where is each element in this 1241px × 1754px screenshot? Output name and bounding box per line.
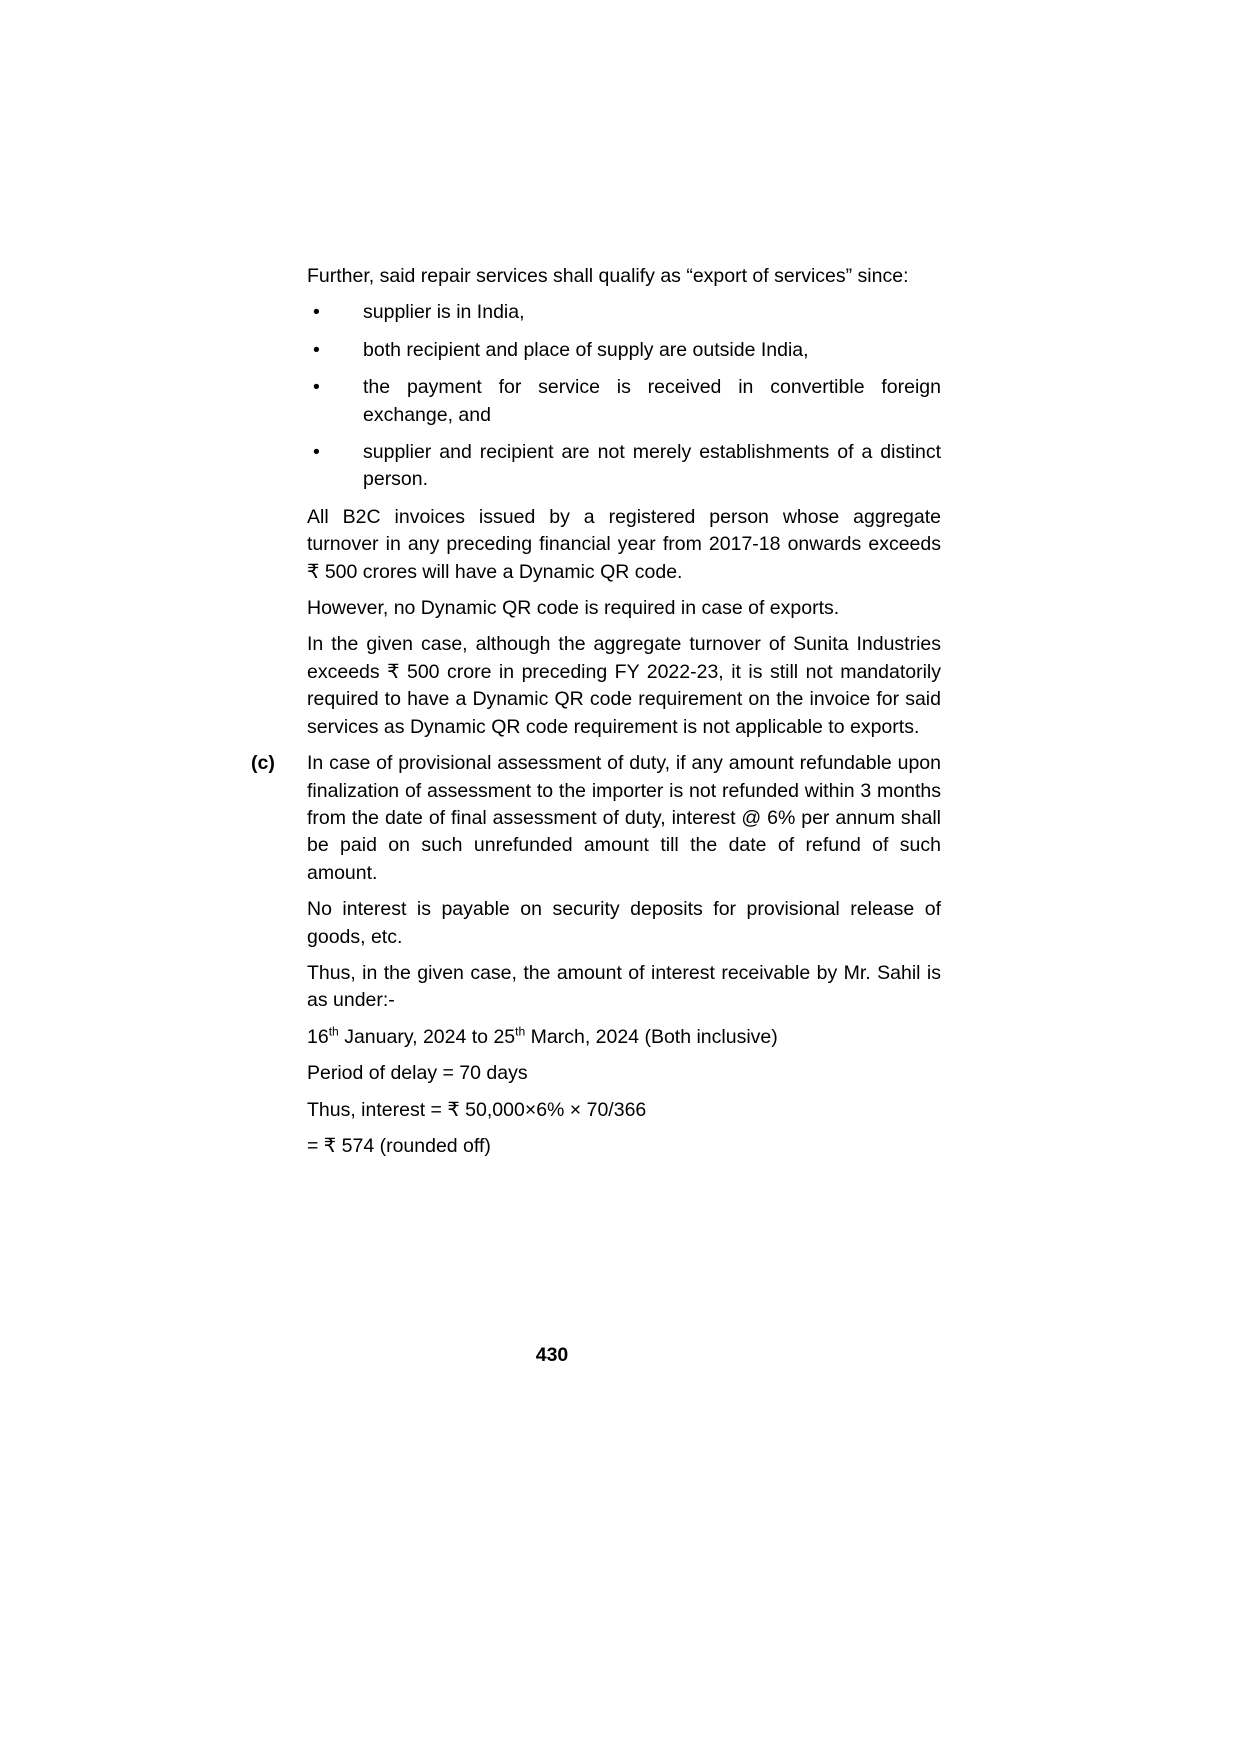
period-of-delay-line: Period of delay = 70 days (307, 1062, 528, 1085)
bullet-item (307, 337, 941, 364)
text-column (251, 263, 941, 1169)
bullet-text: both recipient and place of supply are outside India, (363, 338, 809, 361)
date-part: 16 (307, 1025, 329, 1048)
bullet-text: supplier is in India, (363, 301, 525, 324)
date-part: January, 2024 to 25 (338, 1025, 516, 1048)
bullet-item (307, 439, 941, 494)
paragraph-export-of-services: Further, said repair services shall qualify as “export of services” since: (307, 265, 909, 287)
page-number: 430 (535, 1344, 569, 1366)
bullet-item (307, 299, 941, 326)
paragraph-interest-receivable: Thus, in the given case, the amount of interest receivable by Mr. Sahil is as under:- (307, 961, 941, 1012)
bullet-marker: • (313, 338, 320, 361)
interest-formula-line: Thus, interest = ₹ 50,000×6% × 70/366 (307, 1098, 647, 1121)
bullet-marker: • (313, 376, 320, 399)
interest-result-line: = ₹ 574 (rounded off) (307, 1134, 491, 1157)
bullet-item (307, 374, 941, 429)
bullet-marker: • (313, 441, 320, 464)
bullet-marker: • (313, 301, 320, 324)
bullet-text: supplier and recipient are not merely establishments of a distinct person. (363, 441, 941, 491)
answer-item-c (251, 750, 941, 1160)
item-c-label: (c) (251, 752, 275, 775)
date-range-line (307, 1024, 941, 1051)
bullet-text: the payment for service is received in convertible foreign exchange, and (363, 376, 941, 426)
paragraph-no-interest-deposits: No interest is payable on security deposits for provisional release of goods, etc. (307, 898, 941, 948)
ordinal-suffix: th (515, 1024, 526, 1039)
paragraph-b2c-invoices: All B2C invoices issued by a registered person whose aggregate turnover in any preceding financial year from 2017-18 onwards exceeds ₹ 500 crores will have a Dynamic QR code. (307, 505, 941, 583)
paragraph-no-qr-exports: However, no Dynamic QR code is required in case of exports. (307, 597, 840, 620)
paragraph-provisional-assessment: In case of provisional assessment of duty, if any amount refundable upon finalization of assessment to the importer is not refunded within 3 months from the date of final assessment of duty, interest @ 6% per annum shall be paid on such unrefunded amount till the date of refund of such amount. (307, 752, 941, 884)
date-part: March, 2024 (Both inclusive) (525, 1025, 778, 1048)
bullet-list (307, 299, 941, 493)
ordinal-suffix: th (328, 1024, 339, 1039)
paragraph-given-case-qr: In the given case, although the aggregate turnover of Sunita Industries exceeds ₹ 500 crore in preceding FY 2022-23, it is still not mandatorily required to have a Dynamic QR code requirement on the invoice for said services as Dynamic QR code requirement is not applicable to exports. (307, 633, 941, 738)
